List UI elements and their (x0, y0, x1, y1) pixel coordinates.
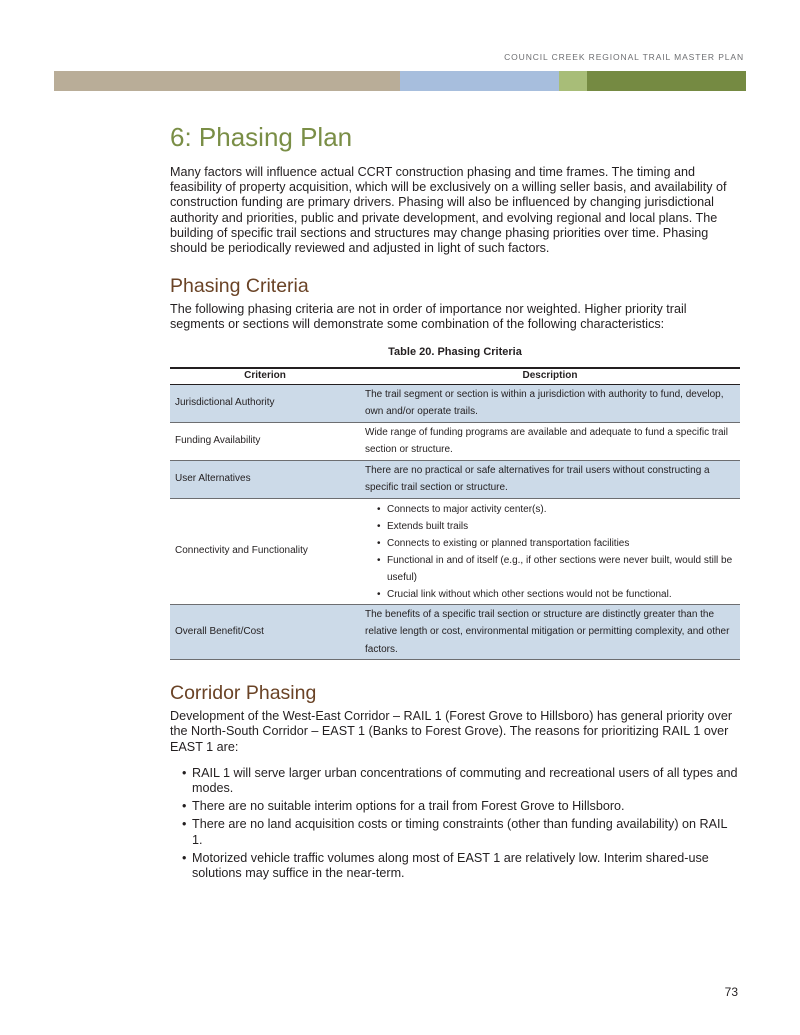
list-item: • Extends built trails (377, 518, 736, 535)
page-content (170, 122, 740, 884)
criterion-cell: Funding Availability (170, 422, 360, 460)
phasing-criteria-intro: The following phasing criteria are not in order of importance nor weighted. Higher priority trail segments or sections will demonstrate some combination of the following characteristics: (170, 302, 687, 332)
column-header-criterion: Criterion (170, 368, 360, 385)
list-item: • There are no suitable interim options for a trail from Forest Grove to Hillsboro. (182, 799, 740, 814)
running-header: COUNCIL CREEK REGIONAL TRAIL MASTER PLAN (504, 52, 744, 62)
corridor-phasing-heading: Corridor Phasing (170, 682, 317, 705)
list-item: • Crucial link without which other sections would not be functional. (377, 586, 736, 603)
description-cell: The trail segment or section is within a jurisdiction with authority to fund, develop, own and/or operate trails. (360, 384, 740, 422)
table-row (170, 498, 740, 604)
phasing-criteria-table (170, 367, 740, 661)
table-row (170, 460, 740, 498)
table-row (170, 384, 740, 422)
description-cell: Wide range of funding programs are available and adequate to fund a specific trail section or structure. (360, 422, 740, 460)
corridor-phasing-intro: Development of the West-East Corridor – RAIL 1 (Forest Grove to Hillsboro) has general priority over the North-South Corridor – EAST 1 (Banks to Forest Grove). The reasons for prioritizing RAIL 1 over EAST 1 are: (170, 709, 733, 754)
list-item: • RAIL 1 will serve larger urban concentrations of commuting and recreational users of all types and modes. (182, 766, 740, 796)
color-bar-segment-dark-green (587, 71, 746, 91)
criterion-cell: Connectivity and Functionality (170, 498, 360, 604)
criterion-cell: Overall Benefit/Cost (170, 604, 360, 660)
corridor-phasing-section (170, 682, 740, 881)
criterion-cell: Jurisdictional Authority (170, 384, 360, 422)
list-item: • Motorized vehicle traffic volumes along most of EAST 1 are relatively low. Interim shared-use solutions may suffice in the near-term. (182, 851, 740, 881)
description-cell: The benefits of a specific trail section or structure are distinctly greater than the relative length or cost, environmental mitigation or permitting complexity, and other factors. (360, 604, 740, 660)
phasing-criteria-heading: Phasing Criteria (170, 275, 309, 298)
table-row (170, 604, 740, 660)
description-cell: There are no practical or safe alternatives for trail users without constructing a specific trail section or structure. (360, 460, 740, 498)
table-row (170, 422, 740, 460)
corridor-reasons-list (170, 766, 740, 881)
header-color-bar (54, 71, 746, 91)
color-bar-segment-light-green (559, 71, 587, 91)
column-header-description: Description (360, 368, 740, 385)
description-cell (360, 498, 740, 604)
list-item: • Connects to major activity center(s). (377, 501, 736, 518)
list-item: • Functional in and of itself (e.g., if other sections were never built, would still be useful) (377, 552, 736, 586)
list-item: • There are no land acquisition costs or timing constraints (other than funding availability) on RAIL 1. (182, 817, 740, 847)
table-header-row (170, 368, 740, 385)
table-caption: Table 20. Phasing Criteria (388, 345, 522, 358)
color-bar-segment-tan (54, 71, 400, 91)
list-item: • Connects to existing or planned transportation facilities (377, 535, 736, 552)
intro-paragraph: Many factors will influence actual CCRT construction phasing and time frames. The timing and feasibility of property acquisition, which will be exclusively on a willing seller basis, and availability of construction funding are primary drivers. Phasing will also be influenced by changing jurisdictional authority and priorities, public and private development, and evolving regional and local plans. The building of specific trail sections and structures may change phasing priorities over time. Phasing should be periodically reviewed and adjusted in light of such factors. (170, 165, 727, 256)
criterion-cell: User Alternatives (170, 460, 360, 498)
description-bullet-list (365, 501, 736, 603)
color-bar-segment-blue (400, 71, 559, 91)
page-title: 6: Phasing Plan (170, 122, 353, 152)
page-number: 73 (724, 985, 738, 999)
